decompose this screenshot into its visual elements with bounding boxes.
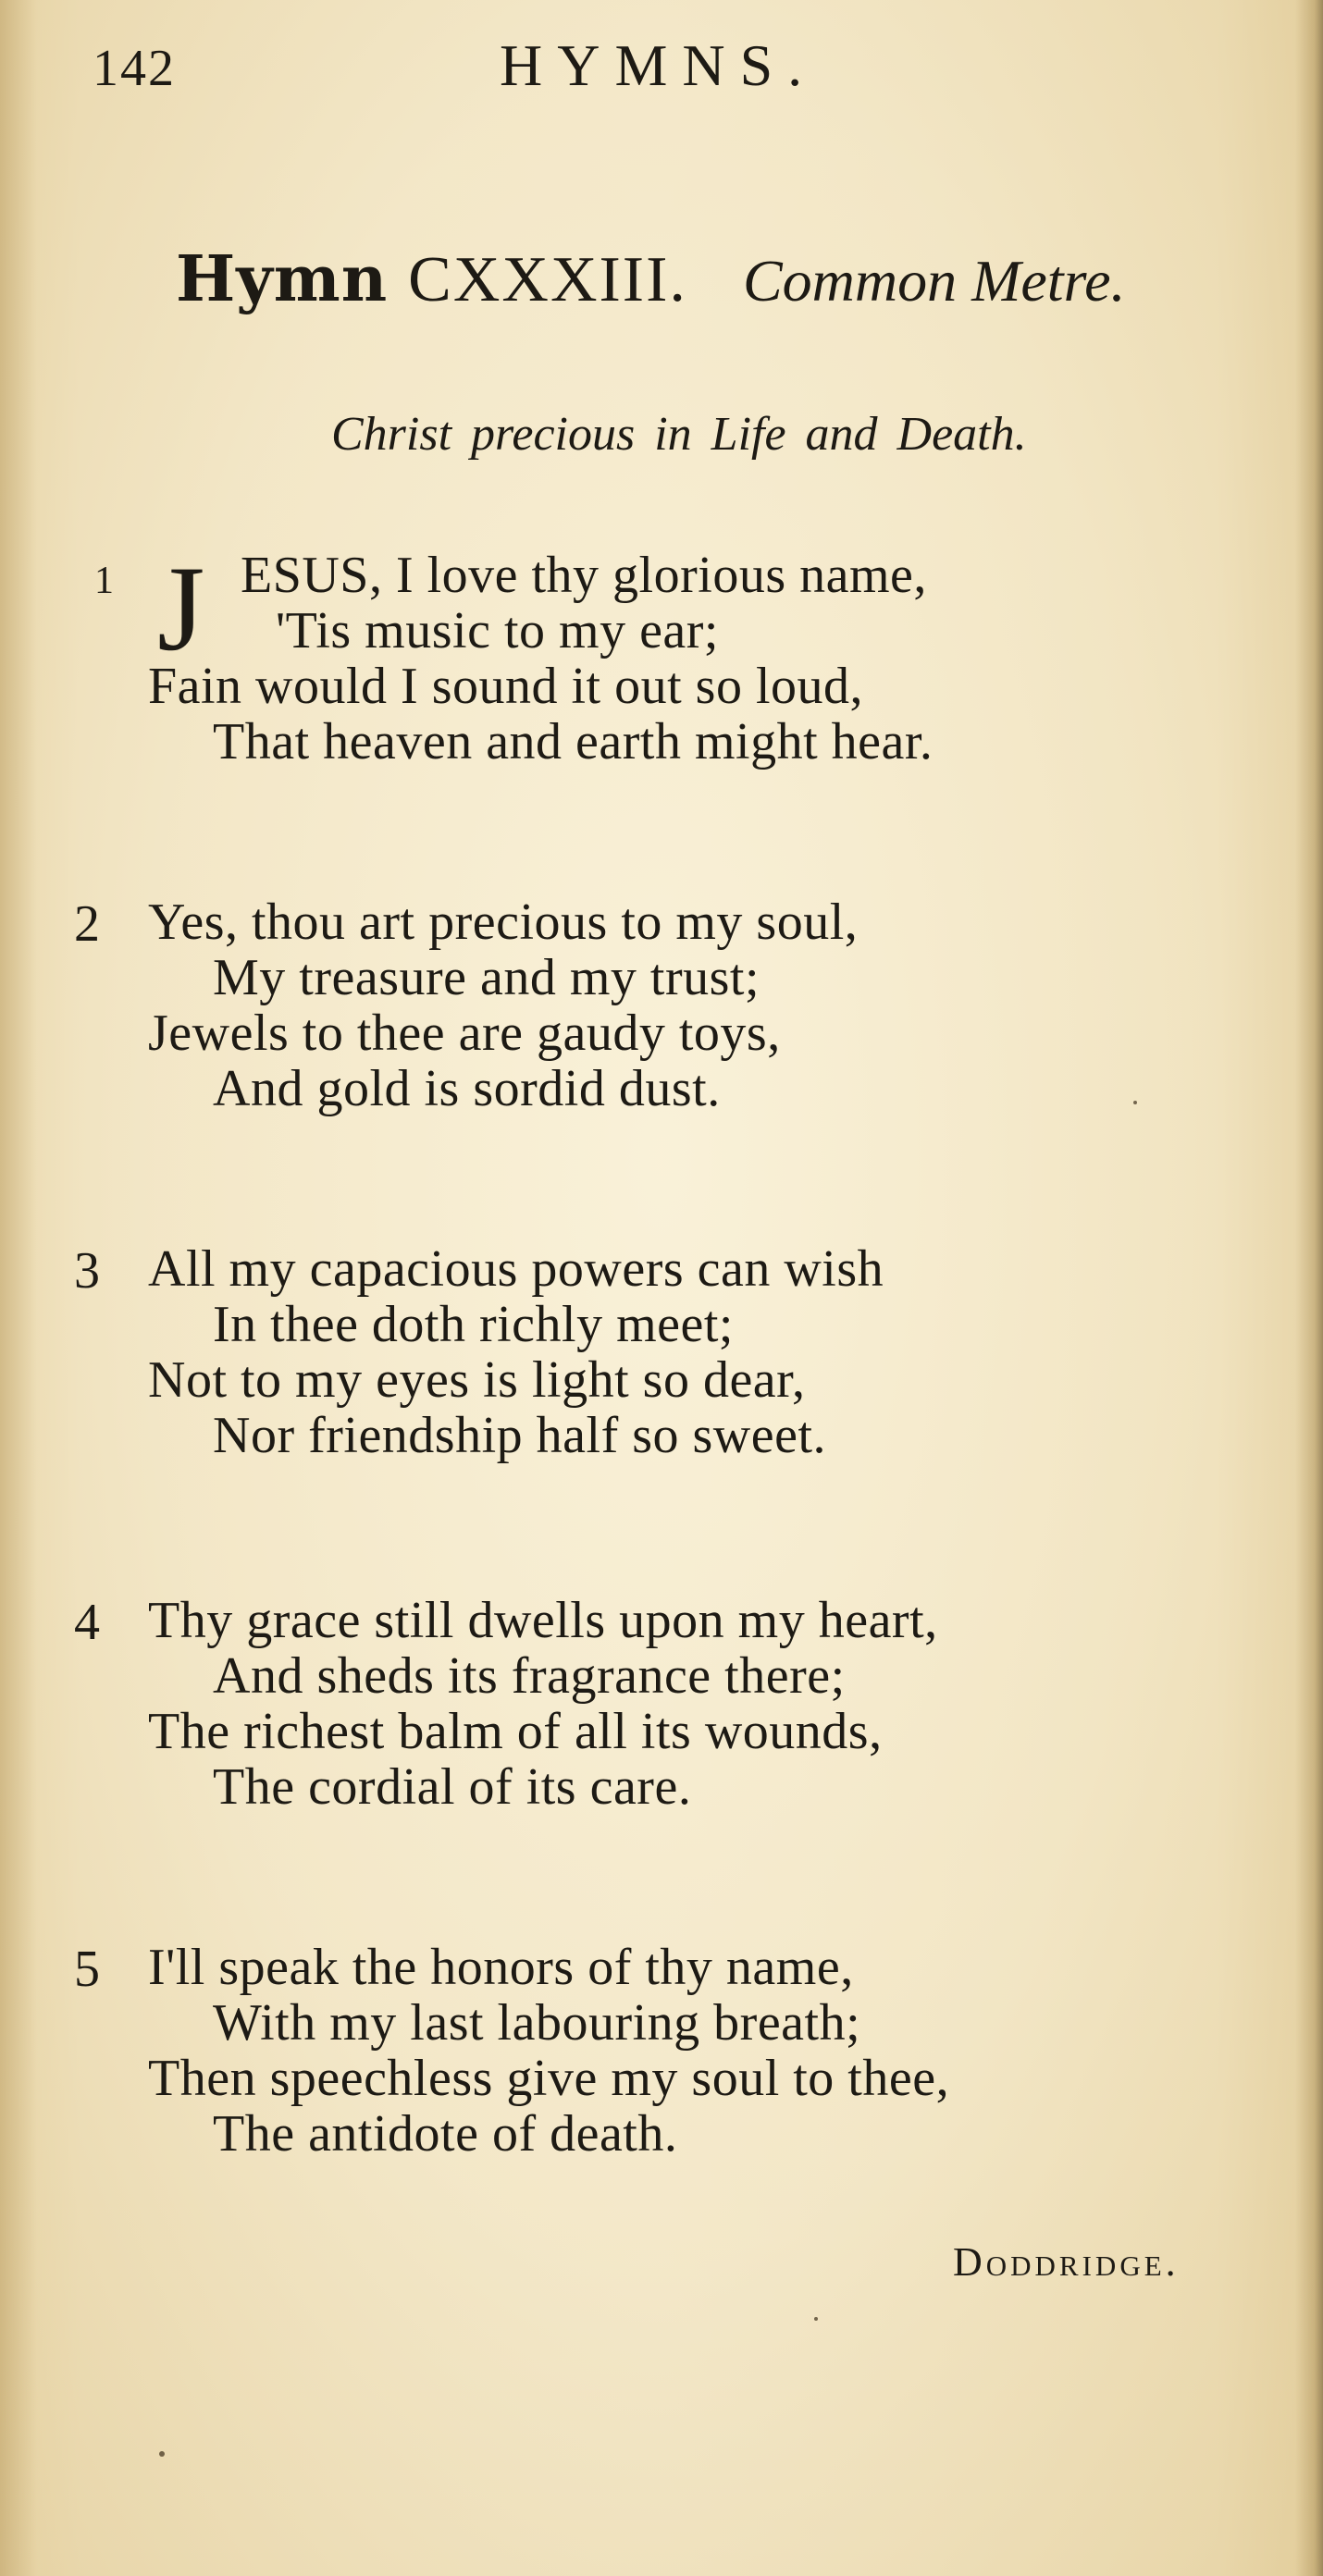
running-head: HYMNS. (500, 32, 818, 98)
verse-line: The antidote of death. (213, 2105, 678, 2163)
stanza-number: 4 (74, 1594, 100, 1651)
verse-line: Yes, thou art precious to my soul, (148, 894, 859, 951)
verse-line: And sheds its fragrance there; (213, 1647, 846, 1705)
ink-speck (814, 2317, 818, 2321)
verse-line: Fain would I sound it out so loud, (148, 658, 864, 715)
verse-line: The richest balm of all its wounds, (148, 1703, 883, 1760)
verse-line: Jewels to thee are gaudy toys, (148, 1005, 781, 1062)
verse-line: That heaven and earth might hear. (213, 713, 934, 770)
page-edge-shadow (1295, 0, 1323, 2576)
verse-line: Then speechless give my soul to thee, (148, 2050, 950, 2107)
verse-line: All my capacious powers can wish (148, 1240, 884, 1298)
verse-line: Nor friendship half so sweet. (213, 1407, 827, 1464)
hymn-number: CXXXIII. (408, 244, 687, 315)
stanza-number: 1 (94, 560, 114, 602)
hymn-metre: Common Metre. (742, 248, 1126, 314)
hymn-title (176, 242, 1286, 317)
ink-speck (1133, 1101, 1137, 1104)
verse-line: 'Tis music to my ear; (276, 602, 719, 659)
verse-line: I'll speak the honors of thy name, (148, 1939, 854, 1996)
gutter-shadow (0, 0, 37, 2576)
drop-capital: J (157, 540, 205, 676)
stanza-number: 2 (74, 895, 100, 953)
verse-line: In thee doth richly meet; (213, 1296, 734, 1353)
ink-speck (159, 2451, 165, 2457)
page-number: 142 (93, 40, 176, 97)
verse-line: And gold is sordid dust. (213, 1060, 721, 1117)
hymn-label: Hymn (176, 242, 389, 316)
verse-line: Thy grace still dwells upon my heart, (148, 1592, 938, 1649)
stanza-number: 5 (74, 1941, 100, 1998)
stanza-number: 3 (74, 1242, 100, 1300)
verse-line: Not to my eyes is light so dear, (148, 1351, 806, 1409)
author-attribution: Doddridge. (953, 2239, 1180, 2285)
verse-line: With my last labouring breath; (213, 1994, 861, 2052)
hymn-subtitle: Christ precious in Life and Death. (331, 408, 1027, 461)
verse-line: The cordial of its care. (213, 1758, 692, 1816)
verse-line: ESUS, I love thy glorious name, (241, 547, 927, 604)
verse-line: My treasure and my trust; (213, 949, 760, 1006)
